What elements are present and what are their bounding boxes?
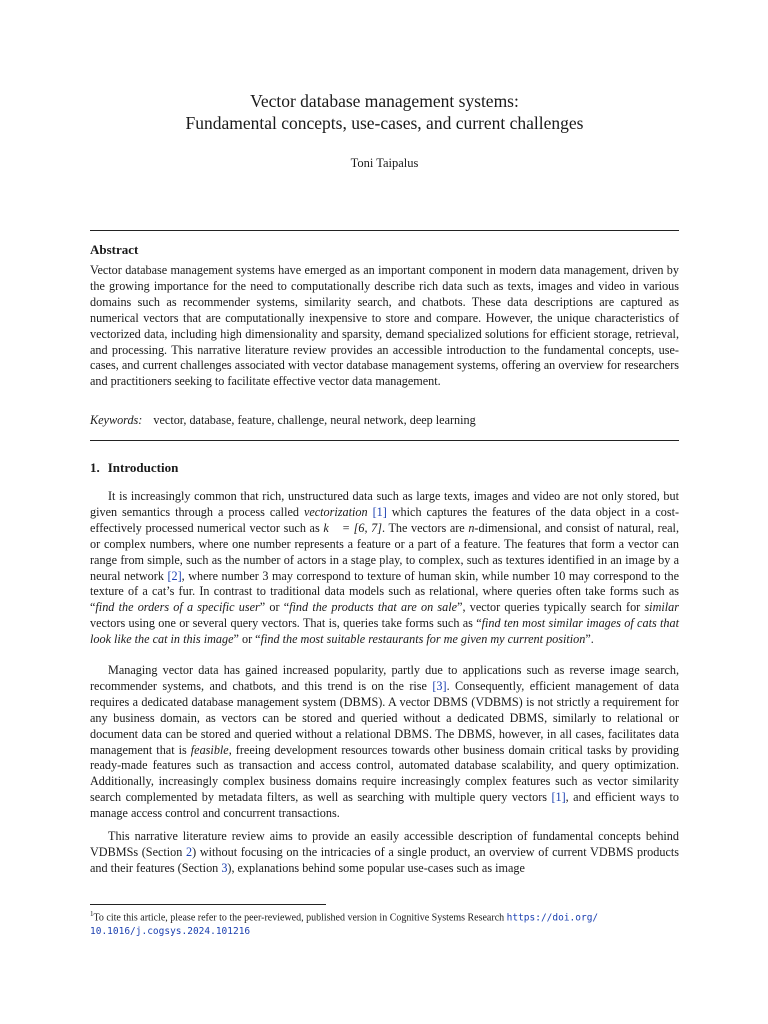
math-vector: k⃗ = [6, 7] bbox=[323, 520, 382, 535]
abstract-heading: Abstract bbox=[90, 242, 139, 257]
abstract-text: Vector database management systems have emerged as an important component in modern data management, driven by the growing importance for the need to computationally describe rich data such as texts, images and video in various domains such as recommender systems, similarity search, and chatbots. These data descriptions are captured as numerical vectors that are computationally inexpensive to store and compare. However, the unique characteristics of vectorized data, including high dimensionality and sparsity, demand specialized solutions for efficient storage, retrieval, and processing. This narrative literature review provides an accessible introduction to the fundamental concepts, use-cases, and current challenges associated with vector database management systems, offering an overview for researchers and practitioners seeking to facilitate effective vector data management. bbox=[90, 263, 679, 389]
intro-paragraph-3 bbox=[90, 829, 679, 877]
keywords-list: vector, database, feature, challenge, neural network, deep learning bbox=[153, 413, 476, 427]
section-link[interactable]: 3 bbox=[221, 860, 228, 875]
abstract-bottom-rule bbox=[90, 440, 679, 441]
doi-link-part-2[interactable]: 10.1016/j.cogsys.2024.101216 bbox=[90, 926, 251, 938]
section-title: Introduction bbox=[107, 460, 179, 475]
query-example: find the most suitable restaurants for me given my current position bbox=[260, 632, 586, 647]
query-example: find the orders of a specific user bbox=[95, 600, 260, 615]
query-example: find ten most similar images of cats that look like the cat in this image bbox=[90, 616, 679, 647]
section-number: 1. bbox=[90, 460, 100, 475]
text-run: -dimensional, and consist of natural, real, or complex numbers, where one number represents a feature or a part of a feature. The features that form a vector can range from simple, such as the number of actors in a stage play, to complex, such as textures identified in an image by a neural network bbox=[90, 520, 679, 583]
footnote-mark: 1 bbox=[90, 910, 94, 918]
title-line-2: Fundamental concepts, use-cases, and current challenges bbox=[185, 113, 584, 133]
text-run: . Consequently, efficient management of data requires a dedicated database management system (DBMS). A vector DBMS (VDBMS) is not strictly a requirement for any business domain, as vectors can be stored and queried without a dedicated DBMS, similarly to relational or document data can be stored and queried without a relational DBMS. The DBMS, however, in all cases, facilitates data management that is bbox=[90, 678, 679, 757]
intro-paragraph-2 bbox=[90, 663, 679, 822]
abstract-top-rule bbox=[90, 230, 679, 231]
text-run: This narrative literature review aims to provide an easily accessible description of fundamental concepts behind VDBMSs (Section bbox=[90, 829, 679, 859]
footnote bbox=[90, 907, 679, 939]
emphasis-vectorization: vectorization bbox=[303, 504, 368, 519]
keywords-label: Keywords: bbox=[90, 413, 143, 427]
intro-paragraph-1 bbox=[90, 489, 679, 648]
footnote-rule bbox=[90, 904, 326, 905]
text-run: ” or “ bbox=[259, 600, 290, 615]
text-run: , and efficient ways to manage access control and concurrent transactions. bbox=[90, 790, 679, 821]
text-run: , where number 3 may correspond to texture of human skin, while number 10 may correspond to the texture of a cat’s fur. In contrast to traditional data models such as relational, where queries often take forms such as “ bbox=[90, 568, 679, 615]
text-run: which captures the features of the data object in a cost-effectively processed numerical vector such as bbox=[90, 504, 680, 535]
text-run: ” or “ bbox=[233, 632, 261, 647]
emphasis-similar: similar bbox=[644, 600, 679, 615]
text-run: ), explanations behind some popular use-cases such as image bbox=[227, 860, 525, 875]
text-run: , freeing development resources towards other business domain critical tasks by providing ready-made features such as transaction and access control, automated database scalability, and query optimization. Additionally, increasingly complex business domains require increasingly complex features such as vector similarity search complemented by metadata filters, as well as searching with multiple query vectors bbox=[90, 742, 679, 805]
section-link[interactable]: 2 bbox=[186, 844, 193, 859]
citation-link[interactable]: [1] bbox=[372, 504, 387, 519]
math-n: n bbox=[468, 520, 475, 535]
footnote-text: To cite this article, please refer to the peer-reviewed, published version in Cognitive Systems Research bbox=[93, 912, 507, 924]
text-run: vectors using one or several query vectors. That is, queries take forms such as “ bbox=[90, 616, 482, 631]
text-run: ”. bbox=[585, 632, 594, 647]
text-run: It is increasingly common that rich, unstructured data such as large texts, images and video are not only stored, but given semantics through a process called bbox=[90, 489, 679, 519]
citation-link[interactable]: [3] bbox=[432, 678, 447, 693]
text-run: Managing vector data has gained increased popularity, partly due to applications such as reverse image search, recommender systems, and chatbots, and this trend is on the rise bbox=[90, 663, 679, 693]
author-name: Toni Taipalus bbox=[350, 156, 419, 170]
query-example: find the products that are on sale bbox=[289, 600, 458, 615]
citation-link[interactable]: [1] bbox=[551, 790, 566, 805]
section-heading-introduction bbox=[90, 460, 178, 476]
text-run: . The vectors are bbox=[382, 520, 469, 535]
keywords-line bbox=[90, 413, 679, 428]
doi-link-part-1[interactable]: https://doi.org/ bbox=[506, 912, 599, 924]
text-run: ) without focusing on the intricacies of a single product, an overview of current VDBMS products and their features (Section bbox=[90, 844, 679, 875]
citation-link[interactable]: [2] bbox=[167, 568, 182, 583]
emphasis-feasible: feasible bbox=[190, 742, 229, 757]
text-run: ”, vector queries typically search for bbox=[457, 600, 645, 615]
title-line-1: Vector database management systems: bbox=[250, 91, 519, 111]
paper-title bbox=[90, 90, 679, 134]
